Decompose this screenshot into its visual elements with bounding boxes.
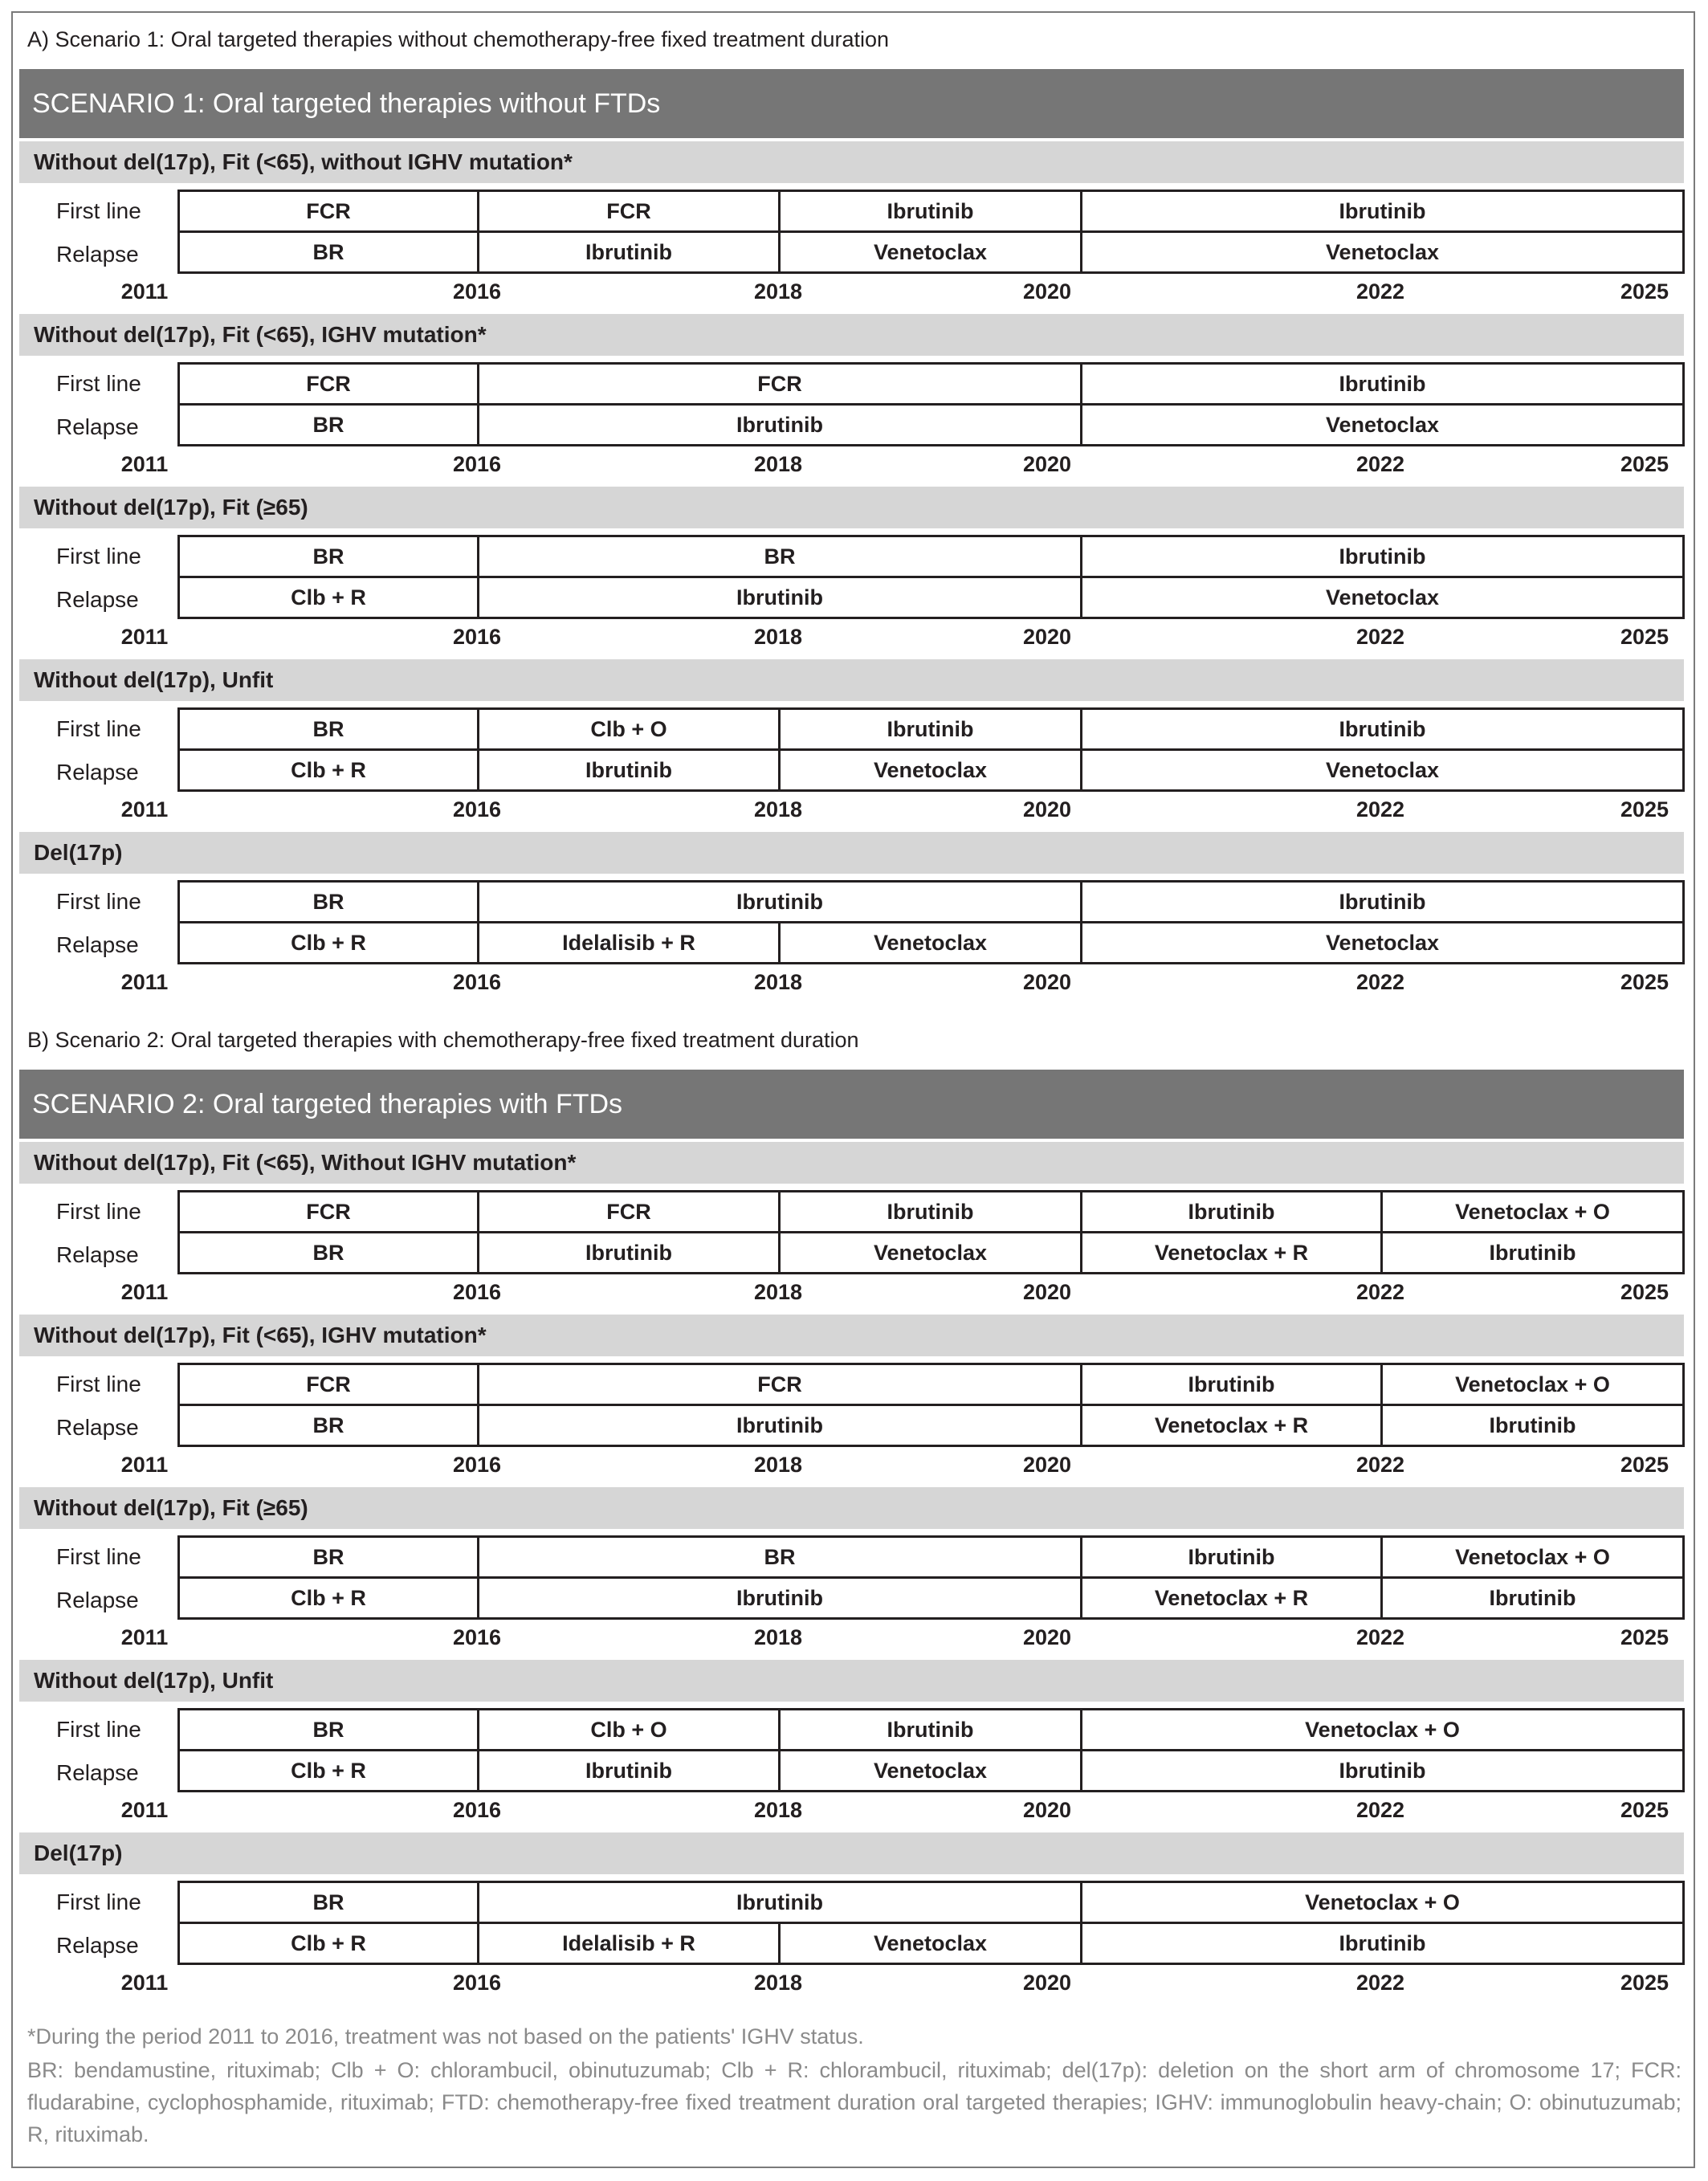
year-label: 2018 [753, 1453, 803, 1477]
year-label: 2022 [1355, 1798, 1405, 1822]
treatment-cell: BR [177, 535, 479, 578]
group-header: Del(17p) [19, 832, 1684, 874]
group-header: Without del(17p), Unfit [19, 659, 1684, 701]
relapse-label: Relapse [56, 1760, 139, 1785]
treatment-cell: Ibrutinib [1080, 880, 1685, 923]
year-label: 2022 [1355, 1453, 1405, 1477]
treatment-cell: Venetoclax + R [1080, 1231, 1383, 1274]
treatment-cell: BR [177, 1231, 479, 1274]
year-label: 2016 [452, 279, 502, 304]
treatment-cell: Ibrutinib [1080, 707, 1685, 751]
year-label: 2025 [1620, 1798, 1669, 1822]
treatment-cell: Ibrutinib [778, 190, 1082, 233]
treatment-cell: Venetoclax [1080, 748, 1685, 792]
treatment-cell: Clb + R [177, 576, 479, 619]
year-label: 2025 [1620, 970, 1669, 994]
first-line-label: First line [56, 1717, 141, 1742]
year-label: 2020 [1022, 970, 1072, 994]
treatment-cell: FCR [477, 1363, 1082, 1406]
treatment-cell: FCR [177, 1363, 479, 1406]
treatment-cell: Venetoclax [1080, 921, 1685, 964]
treatment-cell: Ibrutinib [477, 576, 1082, 619]
year-label: 2022 [1355, 970, 1405, 994]
treatment-cell: Venetoclax + R [1080, 1576, 1383, 1620]
treatment-cell: Ibrutinib [1080, 1190, 1383, 1233]
footnote-asterisk: *During the period 2011 to 2016, treatment was not based on the patients' IGHV status. [27, 2024, 864, 2049]
first-line-label: First line [56, 198, 141, 223]
relapse-label: Relapse [56, 587, 139, 612]
first-line-label: First line [56, 1890, 141, 1914]
treatment-cell: Venetoclax [778, 1231, 1082, 1274]
treatment-cell: Venetoclax [1080, 403, 1685, 446]
relapse-label: Relapse [56, 1588, 139, 1612]
treatment-cell: BR [477, 535, 1082, 578]
first-line-label: First line [56, 1372, 141, 1396]
group-header: Without del(17p), Fit (<65), without IGHV mutation* [19, 141, 1684, 183]
treatment-cell: Idelalisib + R [477, 1922, 781, 1965]
first-line-label: First line [56, 371, 141, 396]
year-label: 2018 [753, 1625, 803, 1649]
year-label: 2022 [1355, 452, 1405, 476]
year-label: 2011 [120, 797, 169, 821]
scenario-header: SCENARIO 2: Oral targeted therapies with FTDs [19, 1070, 1684, 1139]
treatment-cell: BR [177, 230, 479, 274]
year-label: 2018 [753, 797, 803, 821]
relapse-label: Relapse [56, 1242, 139, 1267]
year-label: 2025 [1620, 1971, 1669, 1995]
treatment-cell: BR [177, 1404, 479, 1447]
treatment-cell: Venetoclax [778, 921, 1082, 964]
treatment-cell: Clb + R [177, 748, 479, 792]
treatment-cell: Ibrutinib [477, 748, 781, 792]
treatment-cell: Ibrutinib [1080, 1535, 1383, 1579]
year-label: 2016 [452, 1798, 502, 1822]
treatment-cell: BR [177, 1881, 479, 1924]
year-label: 2016 [452, 625, 502, 649]
year-label: 2018 [753, 279, 803, 304]
treatment-cell: Ibrutinib [477, 1749, 781, 1792]
treatment-cell: Ibrutinib [1080, 535, 1685, 578]
treatment-cell: Venetoclax + R [1080, 1404, 1383, 1447]
first-line-label: First line [56, 716, 141, 741]
treatment-cell: BR [177, 880, 479, 923]
year-label: 2025 [1620, 279, 1669, 304]
year-label: 2016 [452, 1971, 502, 1995]
treatment-cell: FCR [477, 362, 1082, 406]
treatment-cell: FCR [477, 1190, 781, 1233]
year-label: 2011 [120, 970, 169, 994]
year-label: 2025 [1620, 1625, 1669, 1649]
treatment-cell: Venetoclax + O [1380, 1535, 1685, 1579]
treatment-cell: Venetoclax [778, 1922, 1082, 1965]
treatment-cell: Ibrutinib [477, 880, 1082, 923]
treatment-cell: BR [177, 1708, 479, 1751]
year-label: 2022 [1355, 1971, 1405, 1995]
year-label: 2016 [452, 970, 502, 994]
treatment-cell: BR [477, 1535, 1082, 1579]
group-header: Without del(17p), Fit (<65), Without IGHV mutation* [19, 1142, 1684, 1184]
treatment-cell: Clb + O [477, 707, 781, 751]
year-label: 2011 [120, 625, 169, 649]
year-label: 2020 [1022, 1625, 1072, 1649]
year-label: 2011 [120, 1798, 169, 1822]
treatment-cell: Venetoclax + O [1380, 1190, 1685, 1233]
relapse-label: Relapse [56, 1415, 139, 1440]
treatment-cell: Clb + O [477, 1708, 781, 1751]
footnote-abbreviations: BR: bendamustine, rituximab; Clb + O: chlorambucil, obinutuzumab; Clb + R: chlorambucil, rituximab; del(17p): deletion on the short arm of chromosome 17; FCR: fludarabine, cyclophosphamide, rituximab; FTD: chemotherapy-free fixed treatment duration oral targeted therapies; IGHV: immunoglobulin heavy-chain; O: obinutuzumab; R, rituximab. [27, 2058, 1682, 2146]
treatment-cell: Venetoclax [1080, 576, 1685, 619]
relapse-label: Relapse [56, 414, 139, 439]
part-label: B) Scenario 2: Oral targeted therapies with chemotherapy-free fixed treatment duration [27, 1028, 859, 1052]
treatment-cell: BR [177, 403, 479, 446]
scenario-header: SCENARIO 1: Oral targeted therapies without FTDs [19, 69, 1684, 138]
group-header: Without del(17p), Fit (<65), IGHV mutation* [19, 314, 1684, 356]
year-label: 2018 [753, 625, 803, 649]
treatment-cell: FCR [477, 190, 781, 233]
year-label: 2022 [1355, 625, 1405, 649]
treatment-cell: Ibrutinib [778, 1708, 1082, 1751]
year-label: 2020 [1022, 1280, 1072, 1304]
year-label: 2011 [120, 1453, 169, 1477]
treatment-cell: Ibrutinib [1080, 1363, 1383, 1406]
treatment-cell: Venetoclax + O [1080, 1881, 1685, 1924]
relapse-label: Relapse [56, 1933, 139, 1958]
treatment-cell: Ibrutinib [477, 1576, 1082, 1620]
year-label: 2018 [753, 1280, 803, 1304]
treatment-cell: Ibrutinib [1380, 1576, 1685, 1620]
treatment-cell: Ibrutinib [778, 1190, 1082, 1233]
year-label: 2022 [1355, 797, 1405, 821]
relapse-label: Relapse [56, 760, 139, 785]
treatment-cell: Ibrutinib [1080, 190, 1685, 233]
treatment-cell: Ibrutinib [477, 1881, 1082, 1924]
year-label: 2018 [753, 970, 803, 994]
year-label: 2025 [1620, 452, 1669, 476]
treatment-cell: Ibrutinib [477, 1231, 781, 1274]
year-label: 2016 [452, 1280, 502, 1304]
first-line-label: First line [56, 1544, 141, 1569]
year-label: 2025 [1620, 1280, 1669, 1304]
year-label: 2011 [120, 1625, 169, 1649]
treatment-cell: Ibrutinib [1080, 1749, 1685, 1792]
year-label: 2020 [1022, 452, 1072, 476]
treatment-cell: Venetoclax + O [1380, 1363, 1685, 1406]
treatment-cell: Clb + R [177, 1922, 479, 1965]
group-header: Del(17p) [19, 1832, 1684, 1874]
treatment-cell: Ibrutinib [1380, 1404, 1685, 1447]
part-label: A) Scenario 1: Oral targeted therapies without chemotherapy-free fixed treatment duration [27, 27, 890, 51]
treatment-cell: Venetoclax [778, 230, 1082, 274]
year-label: 2016 [452, 797, 502, 821]
group-header: Without del(17p), Fit (≥65) [19, 487, 1684, 528]
treatment-cell: Venetoclax [778, 1749, 1082, 1792]
year-label: 2025 [1620, 625, 1669, 649]
treatment-cell: Venetoclax + O [1080, 1708, 1685, 1751]
year-label: 2022 [1355, 1280, 1405, 1304]
year-label: 2020 [1022, 625, 1072, 649]
year-label: 2016 [452, 1625, 502, 1649]
treatment-cell: FCR [177, 362, 479, 406]
treatment-cell: Clb + R [177, 921, 479, 964]
treatment-cell: FCR [177, 190, 479, 233]
first-line-label: First line [56, 544, 141, 569]
year-label: 2016 [452, 1453, 502, 1477]
year-label: 2011 [120, 1280, 169, 1304]
year-label: 2020 [1022, 1453, 1072, 1477]
treatment-cell: Ibrutinib [1380, 1231, 1685, 1274]
first-line-label: First line [56, 889, 141, 914]
year-label: 2018 [753, 1971, 803, 1995]
year-label: 2011 [120, 279, 169, 304]
treatment-cell: FCR [177, 1190, 479, 1233]
treatment-cell: Venetoclax [1080, 230, 1685, 274]
year-label: 2018 [753, 1798, 803, 1822]
treatment-cell: Ibrutinib [778, 707, 1082, 751]
year-label: 2020 [1022, 279, 1072, 304]
treatment-cell: BR [177, 707, 479, 751]
treatment-cell: Ibrutinib [1080, 1922, 1685, 1965]
group-header: Without del(17p), Fit (≥65) [19, 1487, 1684, 1529]
relapse-label: Relapse [56, 932, 139, 957]
treatment-cell: Venetoclax [778, 748, 1082, 792]
treatment-cell: Ibrutinib [477, 230, 781, 274]
treatment-cell: Clb + R [177, 1576, 479, 1620]
group-header: Without del(17p), Fit (<65), IGHV mutation* [19, 1315, 1684, 1356]
treatment-cell: Ibrutinib [477, 1404, 1082, 1447]
year-label: 2020 [1022, 797, 1072, 821]
year-label: 2018 [753, 452, 803, 476]
year-label: 2011 [120, 1971, 169, 1995]
treatment-cell: Idelalisib + R [477, 921, 781, 964]
year-label: 2022 [1355, 279, 1405, 304]
treatment-cell: Ibrutinib [477, 403, 1082, 446]
treatment-cell: BR [177, 1535, 479, 1579]
first-line-label: First line [56, 1199, 141, 1224]
year-label: 2020 [1022, 1798, 1072, 1822]
year-label: 2020 [1022, 1971, 1072, 1995]
group-header: Without del(17p), Unfit [19, 1660, 1684, 1702]
year-label: 2025 [1620, 1453, 1669, 1477]
treatment-cell: Clb + R [177, 1749, 479, 1792]
year-label: 2022 [1355, 1625, 1405, 1649]
relapse-label: Relapse [56, 242, 139, 267]
year-label: 2025 [1620, 797, 1669, 821]
treatment-cell: Ibrutinib [1080, 362, 1685, 406]
year-label: 2016 [452, 452, 502, 476]
year-label: 2011 [120, 452, 169, 476]
